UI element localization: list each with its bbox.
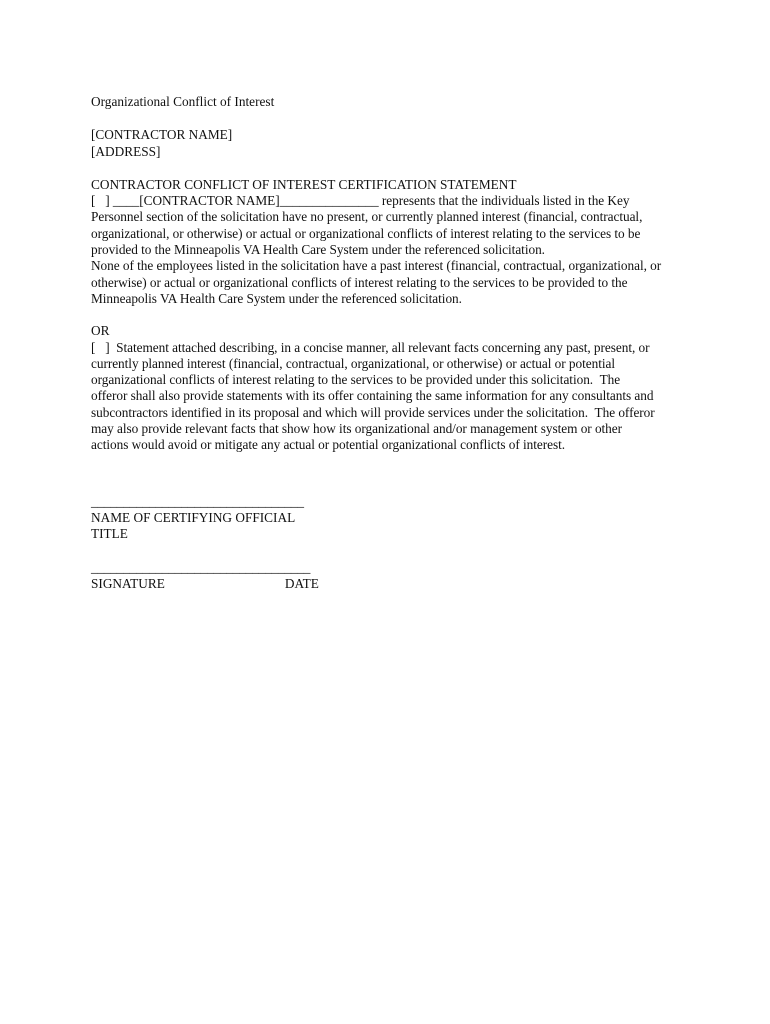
certifying-official-block (91, 494, 691, 543)
certification-paragraph-3: [ ] Statement attached describing, in a concise manner, all relevant facts concerning any past, present, or currently planned interest (financial, contractual, organizational, or otherwise) or actual or potential organizational conflicts of interest relating to the services to be provided under this solicitation. The offeror shall also provide statements with its offer containing the same information for any consultants and subcontractors identified in its proposal and which will provide services under the solicitation. The offeror may also provide relevant facts that show how its organizational and/or management system or other actions would avoid or mitigate any actual or potential organizational conflicts of interest. (91, 339, 655, 453)
certification-paragraph-1: [ ] ____[CONTRACTOR NAME]_______________ represents that the individuals listed in the Key Personnel section of the solicitation have no present, or currently planned interest (financial, contractual, organizational, or otherwise) or actual or organizational conflicts of interest relating to the services to be provided to the Minneapolis VA Health Care System under the referenced solicitation. (91, 193, 643, 258)
signature-line-1: _________________________________ (91, 493, 304, 509)
signature-line-2: __________________________________ (91, 559, 311, 575)
certifying-official-label: NAME OF CERTIFYING OFFICIAL (91, 509, 296, 525)
date-label: DATE (284, 575, 319, 591)
contractor-address: [ADDRESS] (91, 143, 161, 159)
contractor-address-block (91, 127, 691, 160)
document-title: Organizational Conflict of Interest (91, 94, 275, 109)
signature-label: SIGNATURE (91, 575, 165, 591)
title-label: TITLE (91, 526, 128, 542)
signature-block (91, 560, 691, 593)
document-page (91, 94, 691, 592)
contractor-name: [CONTRACTOR NAME] (91, 127, 233, 143)
certification-paragraph-2: None of the employees listed in the solicitation have a past interest (financial, contractual, organizational, or otherwise) or actual or organizational conflicts of interest relating to the services to be provided to the Minneapolis VA Health Care System under the referenced solicitation. (91, 258, 662, 306)
statement-heading: CONTRACTOR CONFLICT OF INTEREST CERTIFICATION STATEMENT (91, 176, 517, 192)
signature-date-row (91, 576, 691, 592)
or-separator: OR (91, 323, 110, 339)
